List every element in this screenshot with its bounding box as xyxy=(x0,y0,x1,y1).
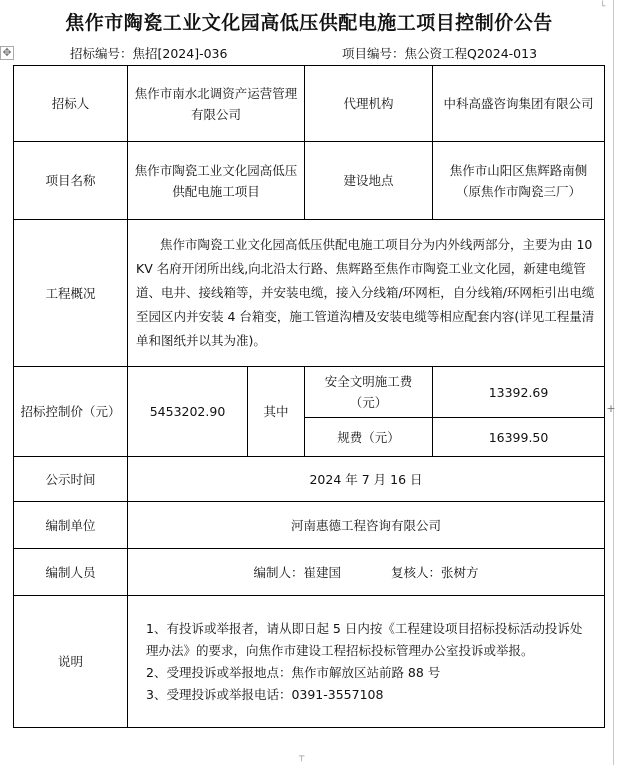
table-row xyxy=(14,220,605,367)
overview-value xyxy=(128,220,605,367)
safety-fee-label: 安全文明施工费（元） xyxy=(305,367,433,418)
org-label: 编制单位 xyxy=(14,502,128,549)
regulatory-fee-value: 16399.50 xyxy=(433,418,605,457)
corner-mark-icon: └ xyxy=(600,2,606,12)
add-column-icon[interactable]: + xyxy=(606,402,616,415)
table-row xyxy=(14,142,605,220)
price-control-table xyxy=(13,65,605,728)
notes-label: 说明 xyxy=(14,596,128,728)
tenderer-label: 招标人 xyxy=(14,66,128,142)
date-value: 2024 年 7 月 16 日 xyxy=(128,457,605,502)
agency-value: 中科高盛咨询集团有限公司 xyxy=(433,66,605,142)
safety-fee-value: 13392.69 xyxy=(433,367,605,418)
table-row xyxy=(14,457,605,502)
table-row xyxy=(14,367,605,418)
table-row xyxy=(14,502,605,549)
move-handle-icon[interactable]: ✥ xyxy=(0,46,14,60)
table-row xyxy=(14,66,605,142)
corner-mark-icon: ┬ xyxy=(299,752,305,762)
site-label: 建设地点 xyxy=(305,142,433,220)
bid-number: 招标编号：焦招[2024]-036 xyxy=(70,46,228,61)
agency-label: 代理机构 xyxy=(305,66,433,142)
note-item: 1、有投诉或举报者，请从即日起 5 日内按《工程建设项目招标投标活动投诉处理办法》的要求，向焦作市建设工程招标投标管理办公室投诉或举报。 xyxy=(146,620,583,658)
overview-text: 焦作市陶瓷工业文化园高低压供配电施工项目分为内外线两部分，主要为由 10KV 名府开闭所出线,向北沿太行路、焦辉路至焦作市陶瓷工业文化园，新建电缆管道、电井、接线箱等，并安装电缆，接入分线箱/环网柜，自分线箱/环网柜引出电缆至园区内并安装 4 台箱变，施工管道沟槽及安装电缆等相应配套内容(详见工程量清单和图纸并以其为准)。 xyxy=(136,237,595,348)
project-number: 项目编号：焦公资工程Q2024-013 xyxy=(342,46,538,61)
price-value: 5453202.90 xyxy=(128,367,248,457)
date-label: 公示时间 xyxy=(14,457,128,502)
tenderer-value: 焦作市南水北调资产运营管理有限公司 xyxy=(128,66,305,142)
table-row xyxy=(14,549,605,596)
project-value: 焦作市陶瓷工业文化园高低压供配电施工项目 xyxy=(128,142,305,220)
note-item: 3、受理投诉或举报电话：0391-3557108 xyxy=(146,686,384,702)
project-label: 项目名称 xyxy=(14,142,128,220)
document-title: 焦作市陶瓷工业文化园高低压供配电施工项目控制价公告 xyxy=(65,12,553,34)
notes-value xyxy=(128,596,605,728)
overview-label: 工程概况 xyxy=(14,220,128,367)
site-value: 焦作市山阳区焦辉路南侧（原焦作市陶瓷三厂） xyxy=(433,142,605,220)
page-edge xyxy=(613,0,614,765)
staff-value: 编制人：崔建国 复核人：张树方 xyxy=(128,549,605,596)
org-value: 河南惠德工程咨询有限公司 xyxy=(128,502,605,549)
note-item: 2、受理投诉或举报地点：焦作市解放区站前路 88 号 xyxy=(146,664,441,680)
price-label: 招标控制价（元） xyxy=(14,367,128,457)
regulatory-fee-label: 规费（元） xyxy=(305,418,433,457)
among-label: 其中 xyxy=(248,367,305,457)
table-row xyxy=(14,596,605,728)
staff-label: 编制人员 xyxy=(14,549,128,596)
